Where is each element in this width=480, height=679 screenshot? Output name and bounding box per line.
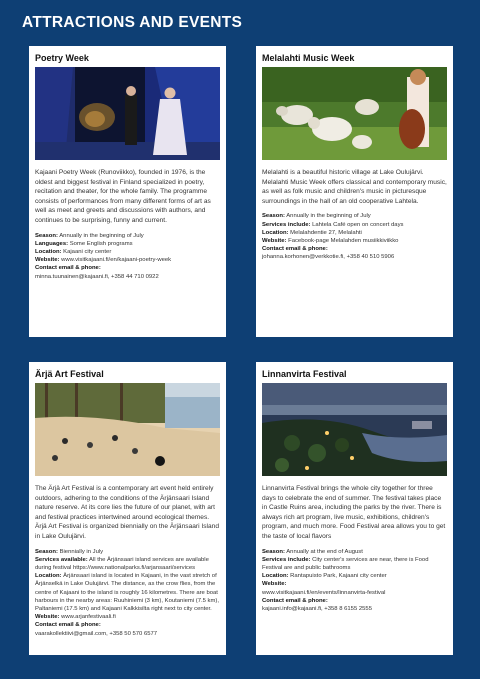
card-poetry-week <box>29 46 226 337</box>
services-value: Lahtela Café open on concert days <box>312 221 404 228</box>
services-label: Services include: <box>262 221 311 228</box>
location-label: Location: <box>35 248 62 255</box>
website-link[interactable]: www.visitkajaani.fi/en/kajaani-poetry-week <box>61 257 172 264</box>
contact-label: Contact email & phone: <box>262 246 328 253</box>
season-value: Biennially in July <box>59 548 104 555</box>
season-label: Season: <box>262 548 285 555</box>
website-label: Website: <box>262 581 287 588</box>
card-title: Ärjä Art Festival <box>35 369 104 379</box>
card-arja-art-festival <box>29 362 226 655</box>
location-value: Rantapuisto Park, Kajaani city center <box>290 573 387 580</box>
website-label: Website: <box>262 237 287 244</box>
contact-value[interactable]: kajaani.info@kajaani.fi, +358 8 6155 2555 <box>262 605 372 612</box>
season-value: Annually in the beginning of July <box>286 213 371 220</box>
season-label: Season: <box>35 232 58 239</box>
page-title: ATTRACTIONS AND EVENTS <box>22 14 243 31</box>
contact-value[interactable]: minna.tuunainen@kajaani.fi, +358 44 710 0922 <box>35 273 159 280</box>
location-value: Melalahdentie 27, Melalahti <box>290 229 362 236</box>
location-value: Ärjänsaari island is located in Kajaani, in the vast stretch of Ärjänselkä in Lake Oulujärvi. The distance, as the crow flies, from the centre of Kajaani to the island is roughly 16 kilometres. There are boat harbours in the nearby areas: Ruuhiniemi (3 km), Koutaniemi (7.5 km), Paltaniemi (17.5 km) and Kajaani Kalkkisilta right next to city center. <box>35 573 219 612</box>
location-label: Location: <box>262 229 289 236</box>
season-value: Annually in the beginning of July <box>59 232 144 239</box>
card-melalahti-music-week <box>256 46 453 337</box>
card-description: Melalahti is a beautiful historic village at Lake Oulujärvi. Melalahti Music Week offers classical and contemporary music, as well as folk music and children's music in picturesque surroundings in the hall of an old cooperative Lahtela. <box>262 169 447 205</box>
arja-photo <box>35 383 220 476</box>
card-info <box>35 548 220 638</box>
website-label: Website: <box>35 257 60 264</box>
card-info <box>262 212 447 261</box>
languages-value: Some English programs <box>69 240 133 247</box>
contact-value[interactable]: johanna.korhonen@verkkotie.fi, +358 40 510 5906 <box>262 254 395 261</box>
card-linnanvirta-festival <box>256 362 453 655</box>
season-label: Season: <box>262 213 285 220</box>
poetry-week-photo <box>35 67 220 160</box>
website-link[interactable]: www.visitkajaani.fi/en/events/linnanvirta-festival <box>262 589 386 596</box>
website-link[interactable]: Facebook-page Melalahden musiikkiviikko <box>288 237 399 244</box>
services-label: Services available: <box>35 556 88 563</box>
contact-label: Contact email & phone: <box>35 622 101 629</box>
services-label: Services include: <box>262 556 311 563</box>
location-label: Location: <box>262 573 289 580</box>
season-value: Annually at the end of August <box>286 548 363 555</box>
linnanvirta-photo <box>262 383 447 476</box>
services-value: City center's services are near, there is Food Festival are and public bathrooms <box>262 556 429 571</box>
season-label: Season: <box>35 548 58 555</box>
website-link[interactable]: www.arjanfestivaali.fi <box>61 614 116 621</box>
website-label: Website: <box>35 614 60 621</box>
contact-label: Contact email & phone: <box>35 265 101 272</box>
location-label: Location: <box>35 573 62 580</box>
card-title: Melalahti Music Week <box>262 53 355 63</box>
card-title: Poetry Week <box>35 53 89 63</box>
card-title: Linnanvirta Festival <box>262 369 347 379</box>
card-info <box>35 232 220 281</box>
languages-label: Languages: <box>35 240 69 247</box>
location-value: Kajaani city center <box>63 248 112 255</box>
contact-value[interactable]: vaarakollektiivi@gmail.com, +358 50 570 6577 <box>35 630 158 637</box>
card-description: Linnanvirta Festival brings the whole city together for three days to celebrate the end of summer. The festival takes place in Castle Ruins area, including the parks by the river. There is always rich art program, live music, exhibitions, children's program, and much more. Food Festival area allows you to get the taste of local flavors <box>262 485 446 540</box>
card-description: Kajaani Poetry Week (Runoviikko), founded in 1976, is the oldest and biggest festival in Finland specialized in poetry, recitation and theater, for the whole family. The programme consists of performances from many different forms of art as well as meet and greets and discussions with authors, and continues to be surprising, funny and current. <box>35 169 211 224</box>
contact-label: Contact email & phone: <box>262 597 328 604</box>
services-value: All the Ärjänsaari island services are available during festival https://www.nationalparks.fi/arjansaari/services <box>35 556 209 571</box>
card-info <box>262 548 447 614</box>
melalahti-photo <box>262 67 447 160</box>
card-description: The Ärjä Art Festival is a contemporary art event held entirely outdoors, adhering to the conditions of the Ärjänsaari Island nature reserve. At its core lies the future of our planet, with art and festival practices intertwined around ecological themes. Ärjä Art Festival is organized biennially on the Ärjänsaari Island in Lake Oulujärvi. <box>35 485 219 540</box>
